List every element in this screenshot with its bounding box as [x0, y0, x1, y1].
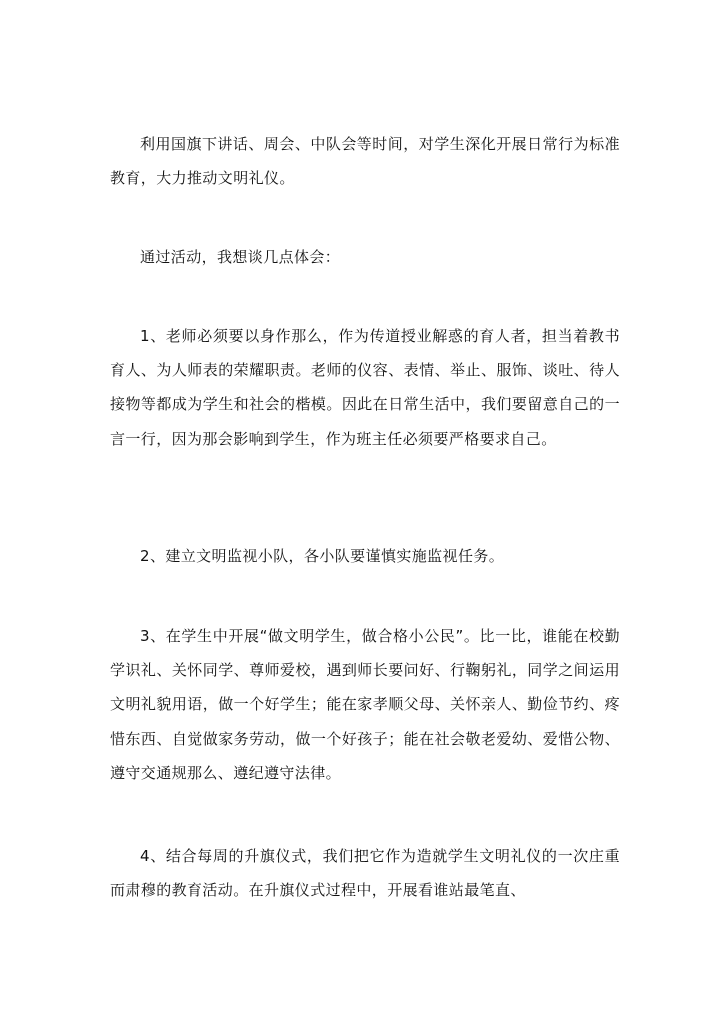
- paragraph-reflections-intro: 通过活动，我想谈几点体会：: [140, 248, 341, 266]
- paragraph-point-4: 4、结合每周的升旗仪式，我们把它作为造就学生文明礼仪的一次庄重而肃穆的教育活动。在升旗仪式过程中，开展看谁站最笔直、: [110, 847, 620, 900]
- paragraph-point-1: 1、老师必须要以身作那么，作为传道授业解惑的育人者，担当着教书育人、为人师表的荣耀职责。老师的仪容、表情、举止、服饰、谈吐、待人接物等都成为学生和社会的楷模。因此在日常生活中，我们要留意自己的一言一行，因为那会影响到学生，作为班主任必须要严格要求自己。: [110, 327, 620, 448]
- paragraph-etiquette-education: 利用国旗下讲话、周会、中队会等时间，对学生深化开展日常行为标准教育，大力推动文明礼仪。: [110, 135, 620, 188]
- paragraph-point-2: 2、建立文明监视小队，各小队要谨慎实施监视任务。: [140, 547, 505, 565]
- paragraph-point-3: 3、在学生中开展“做文明学生，做合格小公民”。比一比，谁能在校勤学识礼、关怀同学、尊师爱校，遇到师长要问好、行鞠躬礼，同学之间运用文明礼貌用语，做一个好学生；能在家孝顺父母、关怀亲人、勤俭节约、疼惜东西、自觉做家务劳动，做一个好孩子；能在社会敬老爱幼、爱惜公物、遵守交通规那么、遵纪遵守法律。: [110, 627, 620, 782]
